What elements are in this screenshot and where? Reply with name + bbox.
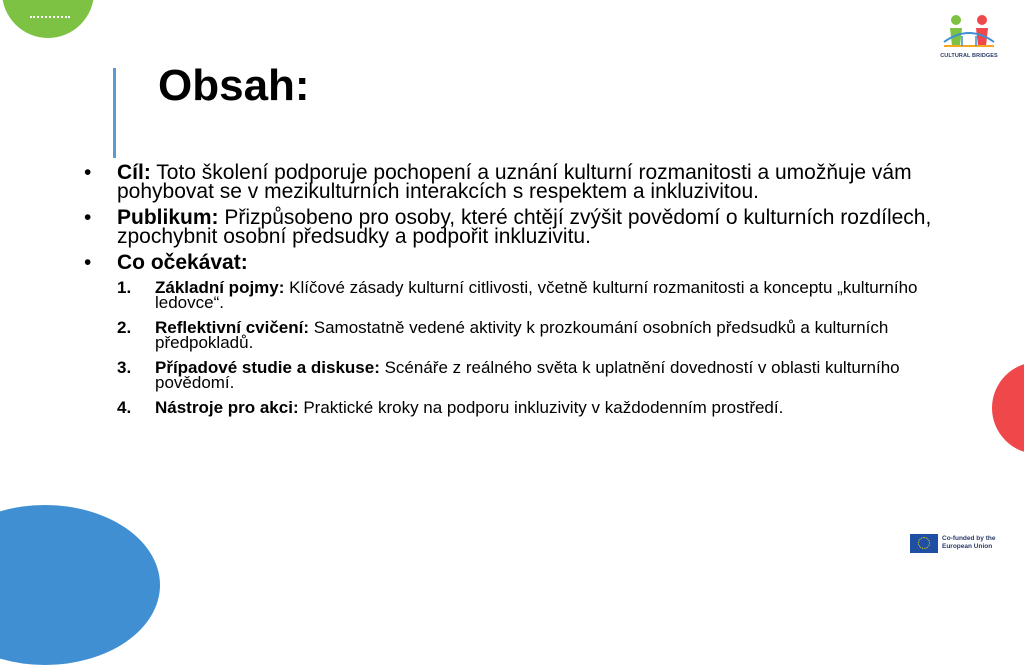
eu-funding-badge xyxy=(910,533,1002,553)
title-accent-bar xyxy=(113,68,116,158)
item-number: 2. xyxy=(117,318,132,337)
item-number: 4. xyxy=(117,398,132,417)
subitem-label: Případové studie a diskuse: xyxy=(155,358,380,377)
item-text: Toto školení podporuje pochopení a uznání kulturní rozmanitosti a umožňuje vám pohybovat se v mezikulturních interakcích s respektem a inkluzivitou. xyxy=(117,161,912,203)
sublist-item xyxy=(117,360,964,390)
page-title: Obsah: xyxy=(158,61,310,110)
list-item-audience xyxy=(84,208,964,246)
logo-figures-icon xyxy=(936,12,1002,54)
cultural-bridges-logo xyxy=(936,12,1002,66)
subitem-text: Samostatně vedené aktivity k prozkoumání osobních předsudků a kulturních předpokladů. xyxy=(155,318,889,352)
sublist-item xyxy=(117,400,964,415)
subitem-label: Reflektivní cvičení: xyxy=(155,318,310,337)
decorative-dots xyxy=(30,16,70,18)
item-label: Cíl: xyxy=(117,161,151,184)
item-label: Publikum: xyxy=(117,206,219,229)
logo-text: CULTURAL BRIDGES xyxy=(940,53,998,59)
eu-funding-text: Co-funded by the European Union xyxy=(942,535,996,550)
decorative-green-circle xyxy=(2,0,94,38)
sublist-item xyxy=(117,280,964,310)
decorative-blue-shape xyxy=(0,505,160,665)
item-text: Přizpůsobeno pro osoby, které chtějí zvýšit povědomí o kulturních rozdílech, zpochybnit osobní předsudky a podpořit inkluzivitu. xyxy=(117,206,932,248)
expectations-sublist xyxy=(117,280,964,415)
bullet-icon: • xyxy=(84,206,92,229)
subitem-text: Praktické kroky na podporu inkluzivity v každodenním prostředí. xyxy=(298,398,784,417)
subitem-label: Základní pojmy: xyxy=(155,278,285,297)
item-number: 1. xyxy=(117,278,132,297)
item-number: 3. xyxy=(117,358,132,377)
bullet-icon: • xyxy=(84,161,92,184)
subitem-text: Klíčové zásady kulturní citlivosti, včetně kulturní rozmanitosti a konceptu „kulturního ledovce“. xyxy=(155,278,918,312)
content-list xyxy=(84,163,964,425)
bullet-icon: • xyxy=(84,251,92,274)
list-item-goal xyxy=(84,163,964,201)
sublist-item xyxy=(117,320,964,350)
subitem-text: Scénáře z reálného světa k uplatnění dovedností v oblasti kulturního povědomí. xyxy=(155,358,900,392)
subitem-label: Nástroje pro akci: xyxy=(155,398,299,417)
eu-flag-icon xyxy=(910,534,938,553)
list-item-expectations xyxy=(84,253,964,415)
decorative-red-circle xyxy=(992,362,1024,454)
item-label: Co očekávat: xyxy=(117,251,248,274)
